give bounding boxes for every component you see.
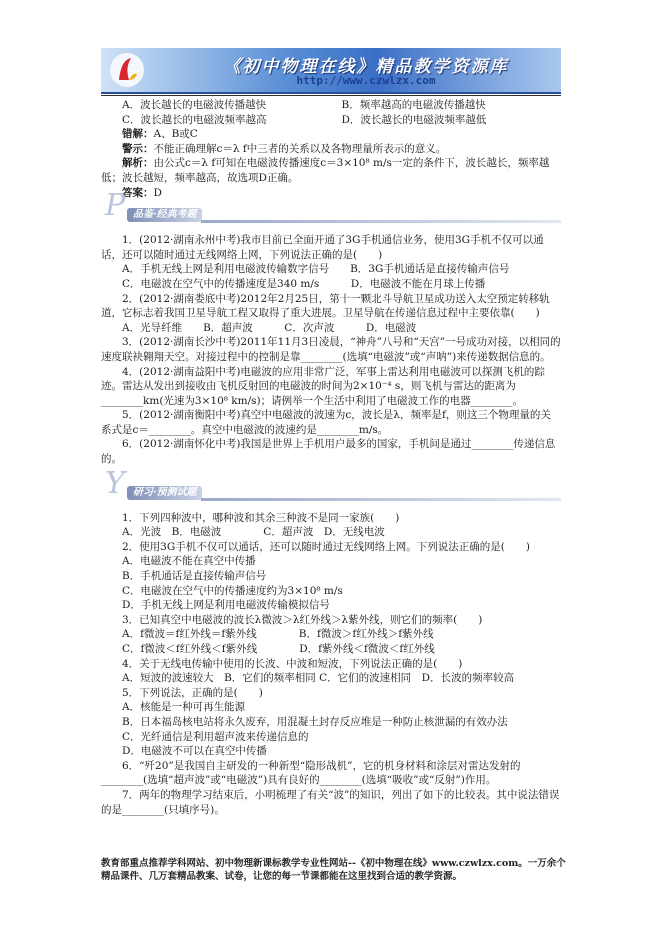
s2-q5-c: C．光纤通信是利用超声波来传递信息的	[122, 730, 309, 743]
intro-option-c: C．波长越长的电磁波频率越高	[122, 113, 267, 126]
s2-q3-cd: C．f微波＜f红外线＜f紫外线 D．f紫外线＜f微波＜f红外线	[122, 643, 435, 655]
section-letter-p: P	[105, 188, 126, 224]
s2-q4: 4．关于无线电传输中使用的长波、中波和短波，下列说法正确的是( )	[122, 657, 463, 670]
intro-option-a: A．波长越长的电磁波传播越快	[122, 99, 267, 111]
s2-q4-options: A．短波的波速较大 B．它们的频率相同 C．它们的波速相同 D．长波的频率较高	[122, 672, 515, 685]
s2-q1-options: A．光波 B．电磁波 C．超声波 D．无线电波	[122, 526, 385, 539]
s2-q5-d: D．电磁波不可以在真空中传播	[122, 745, 267, 758]
s1-q1-cd: C．电磁波在空气中的传播速度是340 m/s D．电磁波不能在月球上传播	[122, 277, 486, 290]
section-letter-y: Y	[105, 465, 125, 501]
intro-option-b: B．频率越高的电磁波传播越快	[341, 99, 486, 111]
s1-q4: 4．(2012·湖南益阳中考)电磁波的应用非常广泛，军事上雷达利用电磁波可以探测飞机的踪迹。雷达从发出到接收由飞机反射回的电磁波的时间为2×10⁻⁴ s，则飞机与雷达的距离为________km(光速为3×10⁸ km/s)；请例举一个生活中利用了电磁波工作的电器________。	[101, 365, 545, 407]
s2-q6: 6．“歼20”是我国自主研发的一种新型“隐形战机”，它的机身材料和涂层对雷达发射的________(选填“超声波”或“电磁波”)具有良好的________(选填“吸收”或“反射”)作用。	[101, 759, 521, 787]
warning-text: 不能正确理解c＝λ f中三者的关系以及各物理量所表示的意义。	[153, 142, 447, 155]
s2-q2-c: C．电磁波在空气中的传播速度约为3×10⁸ m/s	[122, 584, 343, 597]
section-badge-sub: 经典考题	[156, 209, 197, 221]
header-banner	[101, 48, 561, 94]
wrong-answer	[101, 127, 561, 142]
section-badge-sub: 预测试题	[156, 486, 197, 498]
answer-label: 答案：	[122, 186, 154, 199]
wrong-label: 错解：	[122, 128, 154, 141]
s2-q5: 5．下列说法，正确的是( )	[122, 686, 263, 699]
s2-q1: 1．下列四种波中，哪种波和其余三种波不是同一家族( )	[122, 511, 400, 524]
s1-q5: 5．(2012·湖南衡阳中考)真空中电磁波的波速为c，波长是λ，频率是f，则这三个物理量的关系式是c＝________。真空中电磁波的波速约是________m/s。	[101, 409, 551, 436]
s2-q5-b: B．日本福岛核电站将永久废弃，用混凝土封存反应堆是一种防止核泄漏的有效办法	[122, 715, 508, 728]
s1-q1-ab: A．手机无线上网是利用电磁波传输数字信号 B．3G手机通话是直接传输声信号	[122, 263, 510, 276]
warning	[101, 142, 561, 157]
s2-q2-b: B．手机通话是直接传输声信号	[122, 570, 267, 583]
s2-q3: 3．已知真空中电磁波的波长λ微波＞λ红外线＞λ紫外线，则它们的频率( )	[122, 613, 483, 626]
solution-text: 由公式c＝λ f可知在电磁波传播速度c＝3×10⁸ m/s一定的条件下，波长越长，频率越低；波长越短，频率越高，故选项D正确。	[101, 157, 550, 184]
section-badge: 研习·预测试题	[127, 486, 202, 500]
answer	[101, 186, 561, 201]
site-logo-icon	[107, 50, 147, 90]
solution-label: 解析：	[122, 157, 154, 170]
s2-q2: 2．使用3G手机不仅可以通话，还可以随时通过无线网络上网。下列说法正确的是( )	[122, 540, 530, 553]
intro-option-d: D．波长越长的电磁波频率越低	[341, 113, 487, 126]
section-rule	[201, 498, 561, 501]
s1-q3: 3．(2012·湖南长沙中考)2011年11月3日凌晨，“神舟”八号和“天宫”一号成功对接，以相同的速度联袂翱翔天空。对接过程中的控制是靠________(选填“电磁波”或“声呐”)来传递数据信息的。	[101, 336, 561, 363]
intro-options-row-1	[101, 98, 561, 113]
s2-q2-a: A．电磁波不能在真空中传播	[122, 555, 256, 568]
section-header-predict	[101, 465, 561, 507]
header-divider	[101, 95, 561, 96]
s2-q3-ab: A．f微波＝f红外线＝f紫外线 B．f微波＞f红外线＞f紫外线	[122, 628, 434, 641]
section-badge-title: 品鉴	[133, 209, 153, 221]
s2-q2-d: D．手机无线上网是利用电磁波传输模拟信号	[122, 599, 330, 612]
s1-q1: 1．(2012·湖南永州中考)我市目前已全面开通了3G手机通信业务，使用3G手机不仅可以通话，还可以随时通过无线网络上网，下列说法正确的是( )	[101, 234, 544, 261]
s1-q2: 2．(2012·湖南娄底中考)2012年2月25日，第十一颗北斗导航卫星成功送入太空预定转移轨道，它标志着我国卫星导航工程又取得了重大进展。卫星导航在传递信息过程中主要依靠( )	[101, 292, 550, 320]
s1-q6: 6．(2012·湖南怀化中考)我国是世界上手机用户最多的国家，手机间是通过________传递信息的。	[101, 438, 556, 466]
s1-q2-options: A．光导纤维 B．超声波 C．次声波 D．电磁波	[122, 321, 417, 334]
site-title: 《初中物理在线》精品教学资源库	[223, 57, 509, 77]
intro-options-row-2	[101, 113, 561, 128]
section-badge-title: 研习	[133, 486, 153, 498]
page-footer: 教育部重点推荐学科网站、初中物理新课标教学专业性网站--《初中物理在线》www.czwlzx.com。一万余个精品课件、几万套精品教案、试卷，让您的每一节课都能在这里找到合适的教学资源。	[101, 858, 566, 882]
answer-text: D	[153, 186, 162, 199]
document-body	[101, 98, 561, 817]
warning-label: 警示：	[122, 142, 154, 155]
s2-q7: 7．两年的物理学习结束后，小明梳理了有关“波”的知识，列出了如下的比较表。其中说法错误的是________(只填序号)。	[101, 788, 560, 816]
s2-q5-a: A．核能是一种可再生能源	[122, 701, 246, 714]
site-url[interactable]: http://www.czwlzx.com	[296, 74, 436, 87]
section-rule	[201, 220, 561, 223]
wrong-text: A、B或C	[153, 128, 198, 141]
section-badge: 品鉴·经典考题	[127, 208, 202, 222]
solution	[101, 156, 561, 185]
